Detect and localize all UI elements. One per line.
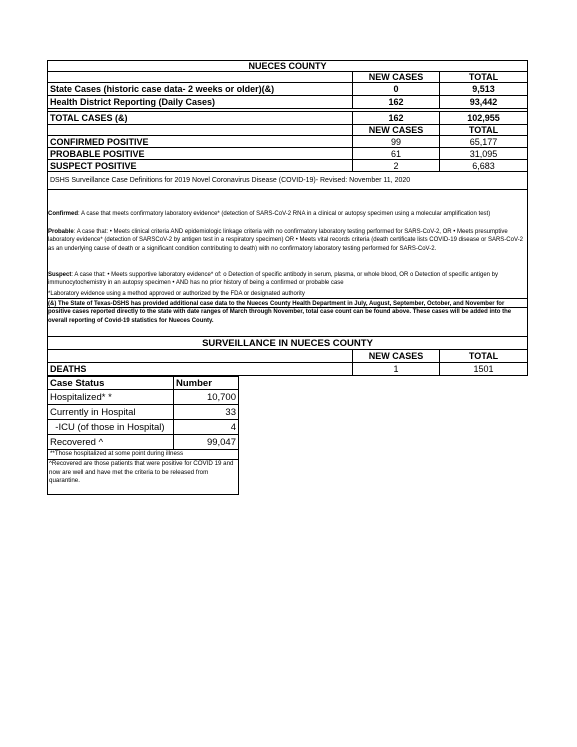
header-total: TOTAL — [439, 71, 528, 83]
row-confirmed-new: 99 — [352, 135, 440, 148]
header3-total: TOTAL — [439, 349, 528, 363]
header3-blank — [47, 349, 353, 363]
lab-evidence-note: *Laboratory evidence using a method approved or authorized by the FDA or designated authority — [48, 291, 305, 297]
confirmed-text: : A case that meets confirmatory laboratory evidence* (detection of SARS-CoV-2 RNA in a clinical or autopsy specimen using a molecular amplification test) — [78, 211, 491, 217]
row-state-cases-total: 9,513 — [439, 82, 528, 96]
header3-new-cases: NEW CASES — [352, 349, 440, 363]
status-row-recovered-label: Recovered ^ — [47, 434, 174, 450]
row-probable-label: PROBABLE POSITIVE — [47, 147, 353, 160]
row-probable-total: 31,095 — [439, 147, 528, 160]
row-state-cases-label: State Cases (historic case data- 2 weeks or older)(&) — [47, 82, 353, 96]
row-total-cases-new: 162 — [352, 111, 440, 125]
status-row-hospitalized-value: 10,700 — [173, 389, 239, 405]
deaths-label: DEATHS — [47, 362, 353, 376]
status-header-number: Number — [173, 376, 239, 390]
dshs-definitions-line: DSHS Surveillance Case Definitions for 2019 Novel Coronavirus Disease (COVID-19)- Revised: November 11, 2020 — [47, 171, 528, 190]
status-row-icu-label: -ICU (of those in Hospital) — [47, 419, 174, 435]
row-suspect-total: 6,683 — [439, 159, 528, 172]
row-total-cases-label: TOTAL CASES (&) — [47, 111, 353, 125]
status-header-label: Case Status — [47, 376, 174, 390]
row-state-cases-new: 0 — [352, 82, 440, 96]
row-confirmed-label: CONFIRMED POSITIVE — [47, 135, 353, 148]
status-row-current-label: Currently in Hospital — [47, 404, 174, 420]
row-health-district-total: 93,442 — [439, 95, 528, 109]
suspect-definition — [48, 271, 528, 288]
row-suspect-label: SUSPECT POSITIVE — [47, 159, 353, 172]
status-row-current-value: 33 — [173, 404, 239, 420]
row-health-district-new: 162 — [352, 95, 440, 109]
status-row-icu-value: 4 — [173, 419, 239, 435]
row-suspect-new: 2 — [352, 159, 440, 172]
header2-total: TOTAL — [439, 124, 528, 136]
probable-definition — [48, 228, 528, 253]
deaths-total: 1501 — [439, 362, 528, 376]
status-row-recovered-value: 99,047 — [173, 434, 239, 450]
header2-new-cases: NEW CASES — [352, 124, 440, 136]
status-footnote-hospitalized: **Those hospitalized at some point during illness — [47, 449, 239, 460]
probable-text: : A case that: • Meets clinical criteria AND epidemiologic linkage criteria with no confirmatory laboratory testing performed for SARS-CoV-2, OR • Meets presumptive laboratory evidence* (detection of SARSCoV-2 by antigen test in a respiratory specimen) OR • Meets vital records criteria (death certificate lists COVID-19 disease or SARS-CoV-2 as an underlying cause of death or a significant condition contributing to death) with no confirmatory laboratory testing performed for SARS-CoV-2. — [48, 229, 523, 252]
deaths-new: 1 — [352, 362, 440, 376]
status-footnote-recovered: ^Recovered are those patients that were positive for COVID 19 and now are well and have met the criteria to be released from quarantine. — [49, 460, 234, 485]
row-total-cases-total: 102,955 — [439, 111, 528, 125]
row-health-district-label: Health District Reporting (Daily Cases) — [47, 95, 353, 109]
suspect-label: Suspect — [48, 272, 72, 278]
header-new-cases: NEW CASES — [352, 71, 440, 83]
page-title: NUECES COUNTY — [47, 60, 528, 72]
confirmed-definition — [48, 210, 528, 218]
suspect-text: : A case that: • Meets supportive laboratory evidence* of: o Detection of specific antibody in serum, plasma, or whole blood, OR o Detection of specific antigen by immunocytochemistry in an autopsy specimen • AND has no prior history of being a confirmed or probable case — [48, 272, 499, 287]
surveillance-title: SURVEILLANCE IN NUECES COUNTY — [47, 336, 528, 350]
ampersand-note: (&) The State of Texas-DSHS has provided additional case data to the Nueces County Health Department in July, August, September, October, and November for positive cases reported directly to the state with date ranges of March through November, total case count can be found above. These cases will be added into the overall reporting of Covid-19 statistics for Nueces County. — [48, 301, 512, 324]
confirmed-label: Confirmed — [48, 211, 78, 217]
row-probable-new: 61 — [352, 147, 440, 160]
status-row-hospitalized-label: Hospitalized* * — [47, 389, 174, 405]
probable-label: Probable — [48, 229, 74, 235]
row-confirmed-total: 65,177 — [439, 135, 528, 148]
